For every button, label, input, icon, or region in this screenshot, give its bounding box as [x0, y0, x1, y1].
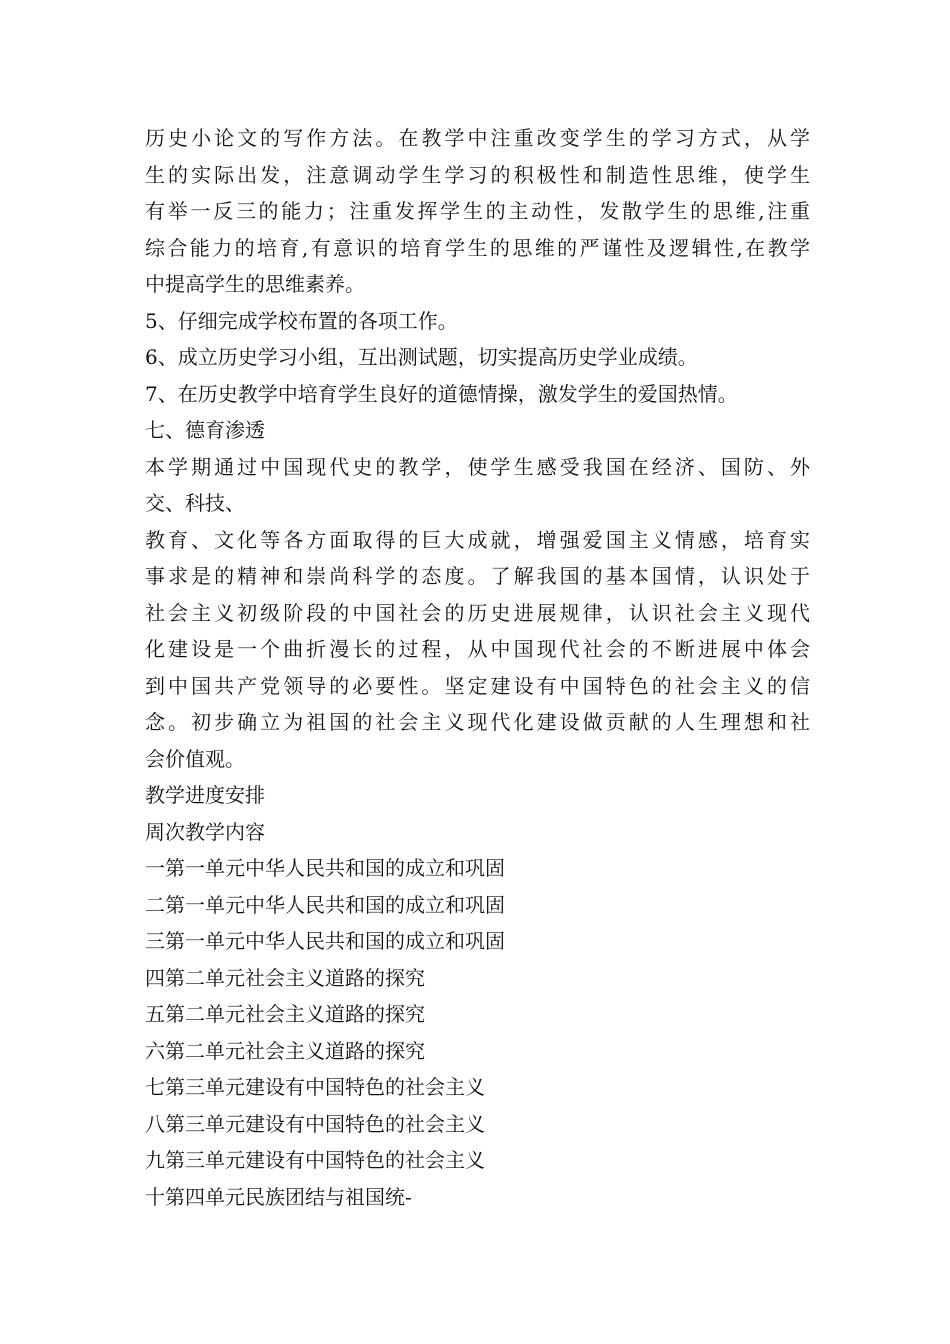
schedule-row: 八第三单元建设有中国特色的社会主义 — [145, 1111, 485, 1136]
list-item: 5、仔细完成学校布置的各项工作。 — [145, 308, 458, 333]
text-line: 事求是的精神和崇尚科学的态度。了解我国的基本国情，认识处于 — [145, 564, 810, 588]
section-heading: 教学进度安排 — [145, 783, 265, 807]
text-line: 社会主义初级阶段的中国社会的历史进展规律，认识社会主义现代 — [145, 600, 810, 625]
schedule-row: 七第三单元建设有中国特色的社会主义 — [145, 1075, 485, 1099]
section-heading: 七、德育渗透 — [145, 418, 265, 442]
text-line: 交、科技、 — [145, 491, 245, 515]
text-line: 会价值观。 — [145, 746, 245, 771]
schedule-row: 五第二单元社会主义道路的探究 — [145, 1002, 425, 1026]
schedule-row: 三第一单元中华人民共和国的成立和巩固 — [145, 929, 505, 953]
schedule-row: 十第四单元民族团结与祖国统- — [145, 1184, 412, 1209]
text-line: 到中国共产党领导的必要性。坚定建设有中国特色的社会主义的信 — [145, 673, 810, 698]
text-line: 化建设是一个曲折漫长的过程，从中国现代社会的不断进展中体会 — [145, 637, 810, 661]
list-item: 7、在历史教学中培育学生良好的道德情操，激发学生的爱国热情。 — [145, 381, 738, 406]
text-line: 教育、文化等各方面取得的巨大成就，增强爱国主义情感，培育实 — [145, 527, 810, 552]
text-line: 历史小论文的写作方法。在教学中注重改变学生的学习方式，从学 — [145, 126, 810, 150]
schedule-row: 二第一单元中华人民共和国的成立和巩固 — [145, 892, 505, 917]
text-line: 有举一反三的能力；注重发挥学生的主动性，发散学生的思维,注重 — [145, 199, 810, 223]
schedule-row: 六第二单元社会主义道路的探究 — [145, 1038, 425, 1063]
text-line: 中提高学生的思维素养。 — [145, 272, 365, 296]
schedule-row: 九第三单元建设有中国特色的社会主义 — [145, 1148, 485, 1172]
text-line: 综合能力的培育,有意识的培育学生的思维的严谨性及逻辑性,在教学 — [145, 235, 810, 260]
text-line: 念。初步确立为祖国的社会主义现代化建设做贡献的人生理想和社 — [145, 710, 810, 734]
text-line: 本学期通过中国现代史的教学，使学生感受我国在经济、国防、外 — [145, 454, 810, 479]
schedule-header: 周次教学内容 — [145, 819, 265, 844]
schedule-row: 一第一单元中华人民共和国的成立和巩固 — [145, 856, 505, 880]
schedule-row: 四第二单元社会主义道路的探究 — [145, 965, 425, 990]
text-line: 生的实际出发，注意调动学生学习的积极性和制造性思维，使学生 — [145, 162, 810, 187]
list-item: 6、成立历史学习小组，互出测试题，切实提高历史学业成绩。 — [145, 345, 698, 369]
document-page — [145, 120, 810, 1215]
